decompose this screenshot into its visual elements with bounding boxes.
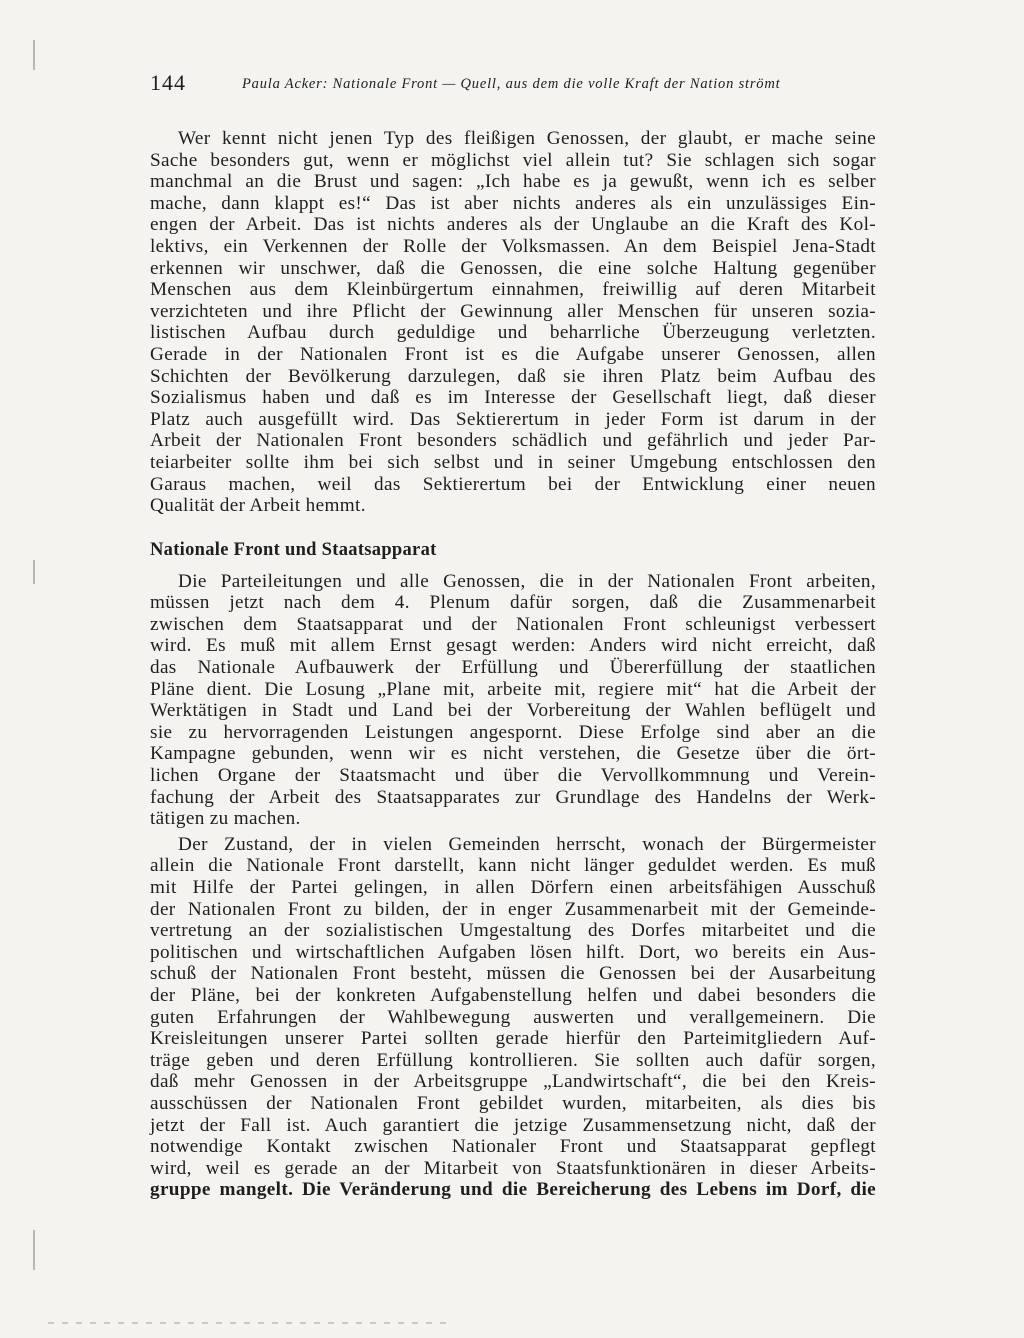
text-line: Kreisleitungen unserer Partei sollten gerade hierfür den Parteimitgliedern Auf- bbox=[150, 1028, 876, 1050]
section-heading: Nationale Front und Staatsapparat bbox=[150, 539, 437, 560]
text-line: sie zu hervorragenden Leistungen angespornt. Diese Erfolge sind aber an die bbox=[150, 721, 876, 743]
page-number: 144 bbox=[150, 70, 186, 95]
text-line: Der Zustand, der in vielen Gemeinden herrscht, wonach der Bürgermeister bbox=[178, 833, 876, 855]
paragraph bbox=[150, 571, 876, 830]
text-line: vertretung an der sozialistischen Umgestaltung des Dorfes mitarbeitet und die bbox=[150, 920, 876, 942]
text-line: Gerade in der Nationalen Front ist es die Aufgabe unserer Genossen, allen bbox=[150, 343, 876, 365]
text-line: der Nationalen Front zu bilden, der in enger Zusammenarbeit mit der Gemeinde- bbox=[150, 898, 876, 920]
text-line: politischen und wirtschaftlichen Aufgaben lösen hilft. Dort, wo bereits ein Aus- bbox=[150, 941, 876, 963]
body-text bbox=[150, 128, 876, 1201]
running-title: Paula Acker: Nationale Front — Quell, aus dem die volle Kraft der Nation strömt bbox=[242, 76, 781, 92]
text-line: Pläne dient. Die Losung „Plane mit, arbeite mit, regiere mit“ hat die Arbeit der bbox=[150, 678, 876, 700]
text-line: listischen Aufbau durch geduldige und beharrliche Überzeugung verletzten. bbox=[150, 322, 876, 344]
paragraph bbox=[150, 128, 876, 517]
text-line: manchmal an die Brust und sagen: „Ich habe es ja gewußt, wenn ich es selber bbox=[150, 171, 876, 193]
text-line: zwischen dem Staatsapparat und der Nationalen Front schleunigst verbessert bbox=[150, 613, 876, 635]
text-line: träge geben und deren Erfüllung kontrollieren. Sie sollten auch dafür sorgen, bbox=[150, 1049, 876, 1071]
text-line: Sozialismus haben und daß es im Interesse der Gesellschaft liegt, daß dieser bbox=[150, 387, 876, 409]
text-line: lichen Organe der Staatsmacht und über die Vervollkommnung und Verein- bbox=[150, 765, 876, 787]
text-line: tätigen zu machen. bbox=[150, 808, 301, 830]
scan-edge-mark bbox=[33, 40, 35, 70]
text-line: der Pläne, bei der konkreten Aufgabenstellung helfen und dabei besonders die bbox=[150, 984, 876, 1006]
text-line: ausschüssen der Nationalen Front gebildet wurden, mitarbeiten, als dies bis bbox=[150, 1092, 876, 1114]
text-line: allein die Nationale Front darstellt, kann nicht länger geduldet werden. Es muß bbox=[150, 855, 876, 877]
text-line: Wer kennt nicht jenen Typ des fleißigen Genossen, der glaubt, er mache seine bbox=[178, 128, 876, 149]
text-line: daß mehr Genossen in der Arbeitsgruppe „Landwirtschaft“, die bei den Kreis- bbox=[150, 1071, 876, 1093]
text-line: Kampagne gebunden, wenn wir es nicht verstehen, die Gesetze über die ört- bbox=[150, 743, 876, 765]
text-line: Werktätigen in Stadt und Land bei der Vorbereitung der Wahlen beflügelt und bbox=[150, 700, 876, 722]
text-line: das Nationale Aufbauwerk der Erfüllung und Übererfüllung der staatlichen bbox=[150, 657, 876, 679]
text-line: wird, weil es gerade an der Mitarbeit von Staatsfunktionären in dieser Arbeits- bbox=[150, 1157, 876, 1179]
text-line: Menschen aus dem Kleinbürgertum einnahmen, freiwillig auf deren Mitarbeit bbox=[150, 279, 876, 301]
text-line: wird. Es muß mit allem Ernst gesagt werden: Anders wird nicht erreicht, daß bbox=[150, 635, 876, 657]
text-line: Arbeit der Nationalen Front besonders schädlich und gefährlich und jeder Par- bbox=[150, 430, 876, 452]
text-line: Schichten der Bevölkerung darzulegen, daß sie ihren Platz beim Aufbau des bbox=[150, 365, 876, 387]
text-line: Garaus machen, weil das Sektierertum bei der Entwicklung einer neuen bbox=[150, 473, 876, 495]
text-line: notwendige Kontakt zwischen Nationaler Front und Staatsapparat gepflegt bbox=[150, 1136, 876, 1158]
running-header bbox=[150, 70, 878, 100]
text-line: fachung der Arbeit des Staatsapparates zur Grundlage des Handelns der Werk- bbox=[150, 786, 876, 808]
text-line: müssen jetzt nach dem 4. Plenum dafür sorgen, daß die Zusammenarbeit bbox=[150, 592, 876, 614]
paragraph bbox=[150, 834, 876, 1201]
text-line: guten Erfahrungen der Wahlbewegung auswerten und verallgemeinern. Die bbox=[150, 1006, 876, 1028]
text-line: mache, dann klappt es!“ Das ist aber nichts anderes als ein unzulässiges Ein- bbox=[150, 192, 876, 214]
text-line: Sache besonders gut, wenn er möglichst viel allein tut? Sie schlagen sich sogar bbox=[150, 149, 876, 171]
text-line: gruppe mangelt. Die Veränderung und die Bereicherung des Lebens im Dorf, die bbox=[150, 1179, 876, 1201]
scan-footer-noise bbox=[48, 1322, 448, 1324]
text-line: verzichteten und ihre Pflicht der Gewinnung aller Menschen für unseren sozia- bbox=[150, 300, 876, 322]
scan-edge-mark bbox=[33, 1230, 35, 1270]
text-line: Die Parteileitungen und alle Genossen, die in der Nationalen Front arbeiten, bbox=[178, 570, 876, 592]
text-line: Qualität der Arbeit hemmt. bbox=[150, 495, 366, 517]
scan-edge-mark bbox=[33, 560, 35, 584]
text-line: Platz auch ausgefüllt wird. Das Sektierertum in jeder Form ist darum in der bbox=[150, 408, 876, 430]
text-line: teiarbeiter sollte ihm bei sich selbst und in seiner Umgebung entschlossen den bbox=[150, 451, 876, 473]
text-line: mit Hilfe der Partei gelingen, in allen Dörfern einen arbeitsfähigen Ausschuß bbox=[150, 877, 876, 898]
text-line: lektivs, ein Verkennen der Rolle der Volksmassen. An dem Beispiel Jena-Stadt bbox=[150, 235, 876, 257]
text-line: schuß der Nationalen Front besteht, müssen die Genossen bei der Ausarbeitung bbox=[150, 963, 876, 985]
text-line: erkennen wir unschwer, daß die Genossen, die eine solche Haltung gegenüber bbox=[150, 257, 876, 279]
text-line: engen der Arbeit. Das ist nichts anderes als der Unglaube an die Kraft des Kol- bbox=[150, 214, 876, 236]
text-line: jetzt der Fall ist. Auch garantiert die jetzige Zusammensetzung nicht, daß der bbox=[150, 1114, 876, 1136]
